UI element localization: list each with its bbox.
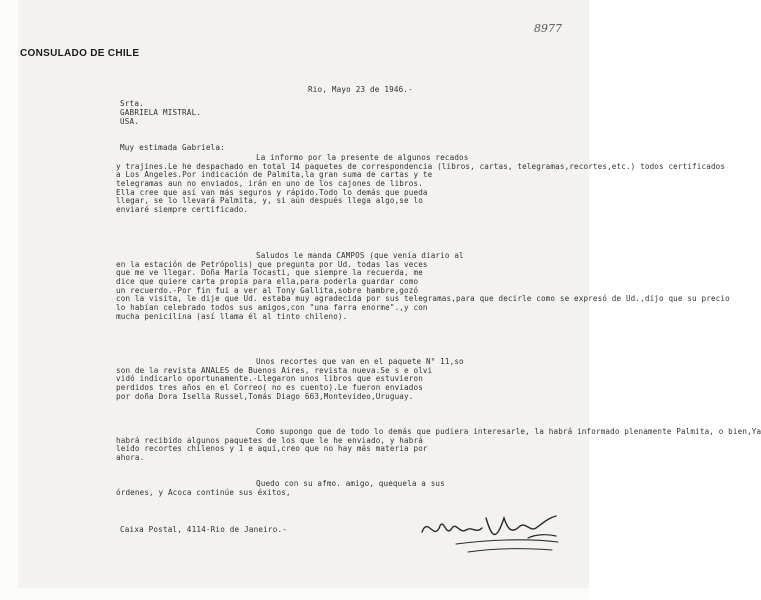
paragraph-line: por doña Dora Isella Russel,Tomás Diago 663,Montevideo,Uruguay.: [116, 391, 414, 401]
paragraph-line: La informo por la presente de algunos recados: [256, 153, 469, 162]
recipient-line-3: USA.: [120, 117, 140, 126]
catalog-number: 8977: [534, 22, 562, 35]
paragraph-line: perdidos tres años en el Correo( no es cuento).Le fueron enviados: [116, 382, 423, 392]
closing-address: Caixa Postal, 4114-Rio de Janeiro.-: [120, 525, 288, 534]
paragraph-line: telegramas aun no enviados, irán en uno de los cajones de libros.: [116, 178, 423, 188]
paragraph-line: Saludos le manda CAMPOS (que venía diario al: [256, 251, 464, 260]
paragraph-line: órdenes, y Acoca continúe sus éxitos,: [116, 487, 291, 497]
letterhead: CONSULADO DE CHILE: [20, 48, 140, 59]
signature-image: [416, 508, 566, 558]
paragraph-line: enviaré siempre certificado.: [116, 204, 249, 214]
paragraph-line: leído recortes chilenos y 1 e aquí,creo que no hay más materia por: [116, 444, 428, 454]
paragraph-line: con la visita, le dije que Ud. estaba muy agradecida por sus telegramas,para que decirle como se expresó de Ud.,dijo que su precio: [116, 294, 730, 304]
paragraph-line: que me ve llegar. Doña María Tocasti, que siempre la recuerda, me: [116, 268, 423, 278]
paragraph-line: habrá recibido algunos paquetes de los que le he enviado, y habrá: [116, 435, 423, 445]
paragraph-line: Unos recortes que van en el paquete N° 11,so: [256, 357, 464, 366]
paragraph-5: [116, 480, 576, 497]
paragraph-line: dice que quiere carta propia para ella,para poderla guardar como: [116, 276, 419, 286]
recipient-line-1: Srta.: [120, 99, 144, 108]
paragraph-line: a Los Angeles.Por indicación de Palmita,la gran suma de cartas y te: [116, 170, 433, 180]
paragraph-line: ahora.: [116, 452, 145, 462]
paragraph-line: un recuerdo.-Por fin fui a ver al Tony Gallita,sobre hambre,gozó: [116, 285, 419, 295]
paragraph-line: Como supongo que de todo lo demás que pudiera interesarle, la habrá informado plenamente Palmita, o bien,Ya: [256, 427, 761, 436]
recipient-line-2: GABRIELA MISTRAL.: [120, 108, 202, 117]
paragraph-line: lo habían celebrado todos sus amigos,con "una farra enorme".,y con: [116, 302, 428, 312]
paragraph-1: [116, 153, 726, 215]
paragraph-line: en la estación de Petrópolis) que pregunta por Ud. todas las veces: [116, 259, 428, 269]
paragraph-line: vidó indicarlo oportunamente.-Llegaron unos libros que estuvieron: [116, 374, 423, 384]
paragraph-line: llegar, se lo llevará Palmita, y, si aún después llega algo,se lo: [116, 196, 423, 206]
page-margin-bottom: [0, 588, 589, 600]
paragraph-line: Quedo con su afmo. amigo, quequela a sus: [256, 479, 445, 488]
date-line: Rio, Mayo 23 de 1946.-: [308, 85, 413, 94]
paragraph-4: [116, 427, 761, 463]
paragraph-2: [116, 251, 730, 321]
paragraph-line: son de la revista ANALES de Buenos Aires, revista nueva.Se s e olvi: [116, 365, 433, 375]
paragraph-line: mucha penicilina (así llama él al tinto chileno).: [116, 311, 348, 321]
salutation: Muy estimada Gabriela:: [120, 143, 225, 152]
paragraph-3: [116, 358, 576, 401]
paragraph-line: y trajines.Le he despachado en total 14 paquetes de correspondencia (libros, cartas, telegramas,recortes,etc.) todos certificados: [116, 161, 726, 171]
paragraph-line: Ella cree que así van más seguros y rápido.Todo lo demás que pueda: [116, 187, 428, 197]
page-margin-left: [0, 0, 18, 600]
